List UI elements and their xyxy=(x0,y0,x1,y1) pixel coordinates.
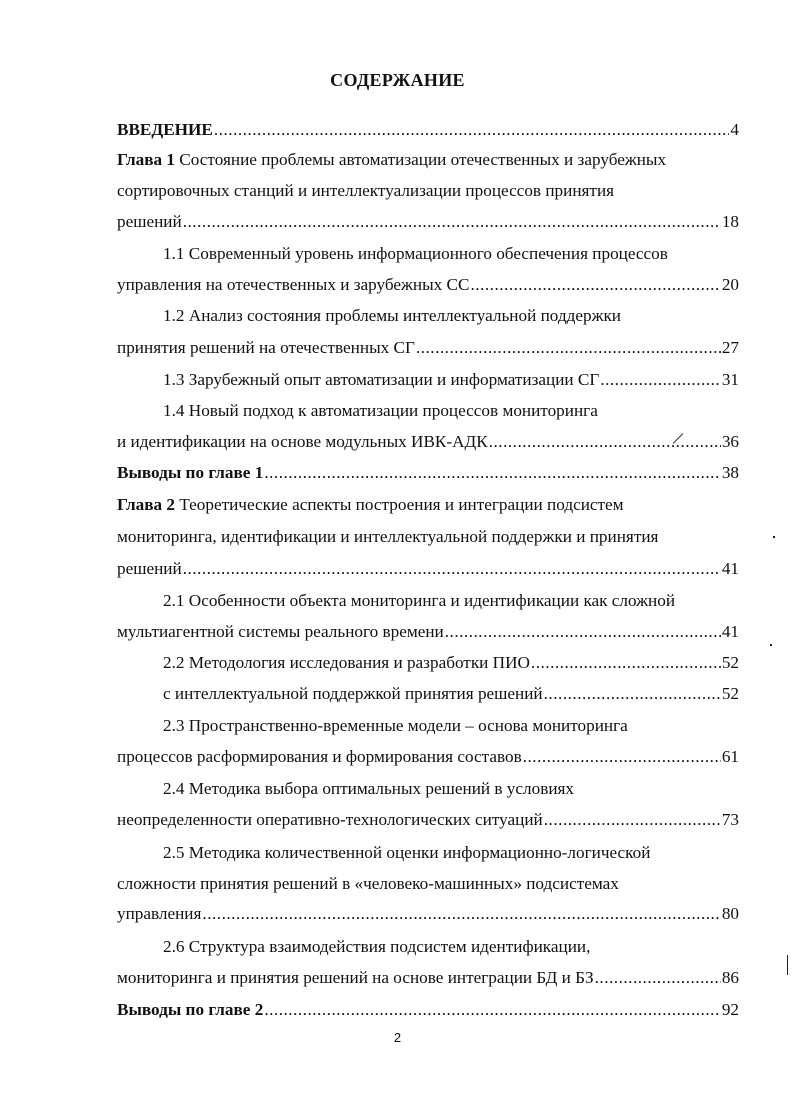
scan-artifact xyxy=(770,644,772,646)
toc-entry-chapter-1[interactable] xyxy=(117,148,739,172)
toc-entry-text: Состояние проблемы автоматизации отечественных и зарубежных xyxy=(175,150,667,169)
toc-entry-section-2-5[interactable] xyxy=(163,841,739,865)
toc-page-number: 20 xyxy=(721,275,739,294)
toc-entry-line xyxy=(117,872,739,896)
dot-leader xyxy=(264,998,720,1022)
toc-entry-bold: Выводы по главе 1 xyxy=(117,463,264,482)
dot-leader xyxy=(531,651,721,675)
toc-page-number: 86 xyxy=(721,968,739,987)
toc-entry-section-2-3[interactable] xyxy=(163,714,739,738)
page-number: 2 xyxy=(393,1030,402,1045)
toc-entry-bold: Глава 1 xyxy=(117,150,175,169)
toc-entry-text: мониторинга, идентификации и интеллектуальной поддержки и принятия xyxy=(117,527,659,546)
toc-entry-text: 2.3 Пространственно-временные модели – основа мониторинга xyxy=(163,716,628,735)
toc-page-number: 38 xyxy=(721,463,739,482)
toc-entry-text: 1.4 Новый подход к автоматизации процессов мониторинга xyxy=(163,401,598,420)
toc-entry-section-2-1[interactable] xyxy=(163,589,739,613)
dot-leader xyxy=(544,808,721,832)
toc-page-number: 4 xyxy=(730,120,739,139)
dot-leader xyxy=(544,682,721,706)
toc-entry-conclusions-2[interactable] xyxy=(117,998,739,1022)
toc-entry-text: мониторинга и принятия решений на основе интеграции БД и БЗ xyxy=(117,968,594,987)
toc-entry-text: управления xyxy=(117,904,202,923)
toc-entry-text: управления на отечественных и зарубежных СС xyxy=(117,275,470,294)
toc-entry-text: неопределенности оперативно-технологических ситуаций xyxy=(117,810,543,829)
toc-entry-text: 1.1 Современный уровень информационного обеспечения процессов xyxy=(163,244,668,263)
toc-entry-line[interactable] xyxy=(117,430,739,454)
dot-leader xyxy=(523,745,721,769)
toc-entry-section-1-2[interactable] xyxy=(163,304,739,328)
toc-entry-section-1-1[interactable] xyxy=(163,242,739,266)
toc-page-number: 73 xyxy=(721,810,739,829)
toc-entry-line[interactable] xyxy=(117,273,739,297)
toc-entry-text: с интеллектуальной поддержкой принятия решений xyxy=(163,684,543,703)
dot-leader xyxy=(183,557,721,581)
toc-entry-line xyxy=(117,525,739,549)
toc-entry-text: 2.4 Методика выбора оптимальных решений в условиях xyxy=(163,779,575,798)
toc-entry-section-2-2[interactable] xyxy=(163,651,739,675)
toc-entry-text: принятия решений на отечественных СГ xyxy=(117,338,415,357)
toc-entry-section-1-4[interactable] xyxy=(163,399,739,423)
toc-entry-line[interactable] xyxy=(163,682,739,706)
toc-entry-text: сортировочных станций и интеллектуализации процессов принятия xyxy=(117,181,615,200)
toc-entry-text: 2.1 Особенности объекта мониторинга и идентификации как сложной xyxy=(163,591,676,610)
toc-entry-text: Теоретические аспекты построения и интеграции подсистем xyxy=(175,495,624,514)
toc-entry-text: сложности принятия решений в «человеко-машинных» подсистемах xyxy=(117,874,619,893)
dot-leader xyxy=(595,966,721,990)
toc-entry-line[interactable] xyxy=(117,620,739,644)
toc-entry-line[interactable] xyxy=(117,745,739,769)
toc-entry-introduction[interactable] xyxy=(117,118,739,142)
toc-page-number: 61 xyxy=(721,747,739,766)
toc-page-number: 27 xyxy=(721,338,739,357)
toc-entry-line[interactable] xyxy=(117,902,739,926)
dot-leader xyxy=(202,902,720,926)
toc-entry-text: решений xyxy=(117,212,182,231)
toc-entry-line[interactable] xyxy=(117,966,739,990)
toc-page-number: 36 xyxy=(721,432,739,451)
toc-entry-text: 2.6 Структура взаимодействия подсистем идентификации, xyxy=(163,937,591,956)
toc-page-number: 18 xyxy=(721,212,739,231)
toc-page-number: 41 xyxy=(721,622,739,641)
toc-entry-section-1-3[interactable] xyxy=(163,368,739,392)
toc-entry-text: 1.3 Зарубежный опыт автоматизации и информатизации СГ xyxy=(163,370,600,389)
toc-entry-line[interactable] xyxy=(117,336,739,360)
toc-entry-text: решений xyxy=(117,559,182,578)
toc-entry-line[interactable] xyxy=(117,557,739,581)
toc-entry-text: 1.2 Анализ состояния проблемы интеллектуальной поддержки xyxy=(163,306,622,325)
toc-entry-section-2-4[interactable] xyxy=(163,777,739,801)
toc-entry-line xyxy=(117,179,739,203)
toc-entry-text: и идентификации на основе модульных ИВК-АДК xyxy=(117,432,488,451)
dot-leader xyxy=(183,210,721,234)
page-title: СОДЕРЖАНИЕ xyxy=(330,70,465,90)
toc-entry-text: процессов расформирования и формирования составов xyxy=(117,747,522,766)
toc-page-number: 80 xyxy=(721,904,739,923)
dot-leader xyxy=(264,461,720,485)
toc-page-number: 41 xyxy=(721,559,739,578)
dot-leader xyxy=(489,430,721,454)
dot-leader xyxy=(214,118,730,142)
toc-entry-chapter-2[interactable] xyxy=(117,493,739,517)
toc-entry-bold: Выводы по главе 2 xyxy=(117,1000,264,1019)
dot-leader xyxy=(470,273,720,297)
toc-page-number: 52 xyxy=(721,653,739,672)
toc-entry-line[interactable] xyxy=(117,808,739,832)
dot-leader xyxy=(445,620,721,644)
scan-artifact xyxy=(773,536,775,538)
dot-leader xyxy=(416,336,721,360)
toc-entry-text: 2.5 Методика количественной оценки информационно-логической xyxy=(163,843,651,862)
toc-entry-conclusions-1[interactable] xyxy=(117,461,739,485)
toc-entry-line[interactable] xyxy=(117,210,739,234)
toc-page-number: 52 xyxy=(721,684,739,703)
toc-page-number: 92 xyxy=(721,1000,739,1019)
toc-entry-bold: ВВЕДЕНИЕ xyxy=(117,120,213,139)
toc-entry-section-2-6[interactable] xyxy=(163,935,739,959)
toc-entry-bold: Глава 2 xyxy=(117,495,175,514)
dot-leader xyxy=(600,368,721,392)
toc-page-number: 31 xyxy=(721,370,739,389)
scan-artifact xyxy=(787,955,788,975)
toc-entry-text: мультиагентной системы реального времени xyxy=(117,622,444,641)
toc-entry-text: 2.2 Методология исследования и разработки ПИО xyxy=(163,653,530,672)
